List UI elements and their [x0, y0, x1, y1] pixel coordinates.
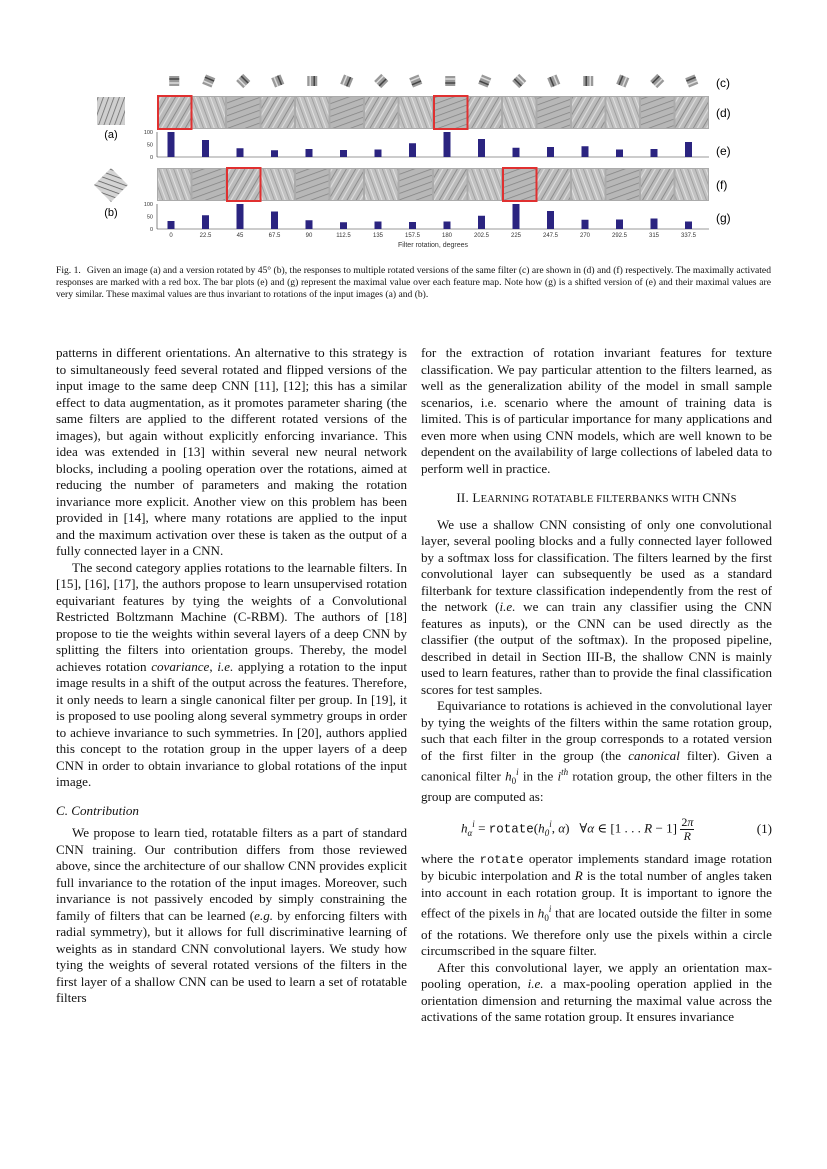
feature-map	[331, 97, 364, 128]
x-tick-label: 157.5	[404, 233, 421, 239]
x-tick-label: 247.5	[542, 233, 559, 239]
bar	[409, 222, 416, 229]
feature-map	[503, 97, 536, 128]
bar	[271, 150, 278, 157]
feature-map	[434, 97, 467, 128]
feature-maps-row-f	[157, 168, 709, 201]
feature-map	[676, 97, 709, 128]
bar	[202, 215, 209, 229]
feature-map	[331, 169, 364, 200]
bar-chart-e	[144, 130, 709, 161]
y-tick-label: 0	[149, 155, 153, 161]
feature-map	[572, 169, 605, 200]
bar	[616, 220, 623, 230]
bar	[478, 216, 485, 229]
y-tick-label: 50	[146, 142, 153, 149]
filter-thumbnail	[445, 76, 455, 86]
figure-caption	[56, 265, 771, 302]
x-tick-label: 45	[236, 233, 244, 239]
bar	[547, 211, 554, 229]
bar	[513, 148, 520, 157]
x-tick-label: 225	[510, 233, 522, 239]
x-tick-label: 0	[169, 233, 173, 239]
bar	[651, 219, 658, 230]
feature-map	[641, 169, 674, 200]
left-column	[56, 345, 407, 1007]
figure-svg	[0, 0, 827, 260]
feature-map	[365, 169, 398, 200]
bar	[271, 212, 278, 230]
bar	[651, 149, 658, 157]
caption-label: Fig. 1.	[56, 265, 81, 276]
feature-map	[227, 169, 260, 200]
x-tick-label: 292.5	[611, 233, 628, 239]
feature-map	[262, 169, 295, 200]
feature-maps-row-d	[157, 96, 709, 129]
bar	[168, 132, 175, 157]
equation-body: $h_\alpha^i$ = $rotate(h_0^i$, α) ∀α ∈ [1 . . . R − 1] $\frac{2\pi}{R}$	[461, 814, 694, 843]
bar	[375, 150, 382, 158]
bar	[202, 140, 209, 157]
label-c: (c)	[716, 76, 730, 90]
bar	[409, 143, 416, 157]
bar	[616, 150, 623, 158]
filter-thumbnail	[409, 74, 422, 87]
feature-map	[607, 97, 640, 128]
feature-map	[158, 169, 191, 200]
y-tick-label: 100	[143, 130, 153, 136]
x-tick-label: 112.5	[336, 233, 351, 239]
label-e: (e)	[716, 144, 731, 158]
input-image-a	[97, 97, 125, 125]
bar	[375, 222, 382, 230]
subsection-heading: C. Contribution	[56, 802, 139, 818]
bar	[582, 220, 589, 229]
filter-thumbnail	[374, 74, 388, 88]
right-column	[421, 345, 772, 1026]
filter-thumbnail	[685, 74, 698, 87]
x-tick-label: 22.5	[199, 233, 212, 239]
x-tick-label: 315	[648, 233, 660, 239]
paragraph: Equivariance to rotations is achieved in the convolutional layer by tying the weights of the filters within the same rotation group, such that each filter in the group corresponds to a rotated version of the first filter in the group (the canonical filter). Given a canonical filter $h_0^i$ in the $i^{th}$ rotation group, the other filters in the group are computed as:	[421, 698, 772, 805]
bar	[237, 148, 244, 157]
bar	[582, 146, 589, 157]
filter-thumbnail	[236, 74, 250, 88]
feature-map	[469, 97, 502, 128]
label-a: (a)	[104, 129, 118, 141]
y-tick-label: 50	[146, 214, 153, 221]
bar	[340, 150, 347, 157]
label-g: (g)	[716, 211, 731, 225]
feature-map	[262, 97, 295, 128]
feature-map	[400, 97, 433, 128]
bar	[685, 142, 692, 157]
filter-thumbnail	[650, 74, 664, 88]
paragraph: for the extraction of rotation invariant features for texture classification. We pay particular attention to the filters learned, as well as the generalization ability of the model in small sample scenarios, i.e. scenario where the amount of training data is limited. This is of particular importance for many applications and even more when using CNN models, which are well known to be dependent on the availability of large collections of labeled data to perform well in practice.	[421, 345, 772, 476]
bar	[237, 204, 244, 229]
equation-number: (1)	[756, 821, 772, 837]
paragraph: The second category applies rotations to the learnable filters. In [15], [16], [17], the authors propose to learn unsupervised rotation equivariant features by tying the weights of a Convolutional Restricted Boltzmann Machine (C-RBM). The authors of [18] propose to tie the weights within several layers of a deep CNN by splitting the filters into orientation groups. Thereby, the model achieves rotation covariance, i.e. applying a rotation to the input image results in a shift of the output across the features. Therefore, it only needs to learn a single canonical filter per group. In [19], it is proposed to use pooling along several symmetry groups in order to achieve invariance to such symmetries. In [20], authors applied this concept to the rotation group in the upper layers of a deep CNN in order to obtain invariance to global rotations of the input image.	[56, 559, 407, 789]
feature-map	[296, 97, 329, 128]
x-tick-label: 180	[441, 233, 453, 239]
paragraph: We propose to learn tied, rotatable filters as a part of standard CNN training. Our contribution differs from those reviewed above, since the architecture of our shallow CNN provides explicit full invariance to the rotation of the input images. Moreover, such invariance is not passively encoded by simply constraining the family of filters that can be learned (e.g. by enforcing filters with radial symmetry), but it allows for full discriminative learning of weights as in standard CNN convolutional layers. We study how tying the weights of several rotated versions of the filters in the first layer of a shallow CNN can be used to learn a set of rotatable filters	[56, 825, 407, 1005]
bar-chart-g	[144, 202, 709, 239]
bar	[444, 132, 451, 157]
label-d: (d)	[716, 106, 731, 120]
x-axis-label: Filter rotation, degrees	[397, 242, 469, 249]
equation-1	[421, 816, 772, 843]
feature-map	[469, 169, 502, 200]
bar	[478, 139, 485, 157]
feature-map	[641, 97, 674, 128]
bar	[306, 220, 313, 229]
bar	[306, 149, 313, 157]
x-tick-label: 202.5	[473, 233, 490, 239]
bar	[513, 204, 520, 229]
feature-map	[193, 169, 226, 200]
caption-text: Given an image (a) and a version rotated by 45° (b), the responses to multiple rotated versions of the same filter (c) are shown in (d) and (f) respectively. The maximally activated responses are marked with a red box. The bar plots (e) and (g) represent the maximal value over each feature map. Note how (g) is a shifted version of (e) and their maximal values are very similar. These maximal values are thus invariant to rotations of the input images (a) and (b).	[56, 265, 771, 301]
feature-map	[158, 97, 191, 128]
y-tick-label: 100	[143, 202, 153, 208]
feature-map	[296, 169, 329, 200]
filter-thumbnail	[616, 74, 629, 87]
figure-1	[0, 0, 827, 260]
input-image-b	[94, 168, 128, 202]
bar	[340, 222, 347, 229]
filter-thumbnail	[340, 74, 353, 87]
y-tick-label: 0	[149, 227, 153, 233]
filter-thumbnail	[583, 76, 593, 86]
x-tick-label: 90	[305, 233, 313, 239]
paragraph: where the rotate operator implements standard image rotation by bicubic interpolation and R is the total number of angles taken into account in each rotation group. It is important to ignore the effect of the pixels in $h_0^i$ that are located outside the filter in some of the rotations. We therefore only use the pixels within a circle circumscribed in the square filter.	[421, 850, 772, 959]
bar	[444, 222, 451, 230]
filter-thumbnail	[271, 74, 284, 87]
filters-row-c	[169, 74, 698, 88]
x-tick-label: 270	[579, 233, 591, 239]
label-f: (f)	[716, 178, 728, 192]
paragraph: After this convolutional layer, we apply an orientation max-pooling operation, i.e. a max-pooling operation applied in the orientation dimension and returning the maximal value across the activations of the same rotation group. It ensures invariance	[421, 959, 772, 1025]
feature-map	[434, 169, 467, 200]
feature-map	[503, 169, 536, 200]
feature-map	[676, 169, 709, 200]
x-tick-label: 337.5	[680, 233, 697, 239]
paragraph: We use a shallow CNN consisting of only one convolutional layer, several pooling blocks and a fully connected layer followed by a softmax loss for classification. The filters learned by the first convolutional layer can subsequently be used as a standard filterbank for texture classification independently from the rest of the network (i.e. we can train any classifier using the CNN features as inputs), or the CNN can be used directly as the classifier (the output of the softmax). In the proposed pipeline, described in detail in Section III-B, the shallow CNN is mainly used to learn features, rather than to provide the final classification scores for test samples.	[421, 516, 773, 697]
bar	[168, 221, 175, 229]
feature-map	[227, 97, 260, 128]
paragraph: patterns in different orientations. An alternative to this strategy is to simultaneously feed several rotated and flipped versions of the input image to the same deep CNN [11], [12]; this has a similar effect to data augmentation, as it promotes parameter sharing (the same filters are applied to the different rotated versions of the images), but again without explicitly enforcing invariance. This idea was extended in [13] within several new neural network blocks, including a pooling operation over the rotations, aimed at reducing the number of parameters and making the rotation invariance more explicit. Another view on this problem has been provided in [14], where many rotations are applied to the input and the maximum activation over these is taken as the output of a fully connected layer in a CNN.	[56, 345, 407, 558]
feature-map	[538, 97, 571, 128]
section-heading: II. LEARNING ROTATABLE FILTERBANKS WITH CNNS	[456, 490, 737, 505]
x-tick-label: 67.5	[268, 233, 281, 239]
feature-map	[607, 169, 640, 200]
label-b: (b)	[104, 207, 118, 219]
feature-map	[572, 97, 605, 128]
feature-map	[400, 169, 433, 200]
filter-thumbnail	[202, 74, 215, 87]
feature-map	[365, 97, 398, 128]
bar	[685, 222, 692, 230]
filter-thumbnail	[169, 76, 179, 86]
bar	[547, 147, 554, 157]
filter-thumbnail	[512, 74, 526, 88]
feature-map	[538, 169, 571, 200]
feature-map	[193, 97, 226, 128]
x-tick-label: 135	[372, 233, 384, 239]
filter-thumbnail	[478, 74, 491, 87]
filter-thumbnail	[547, 74, 560, 87]
filter-thumbnail	[307, 76, 317, 86]
